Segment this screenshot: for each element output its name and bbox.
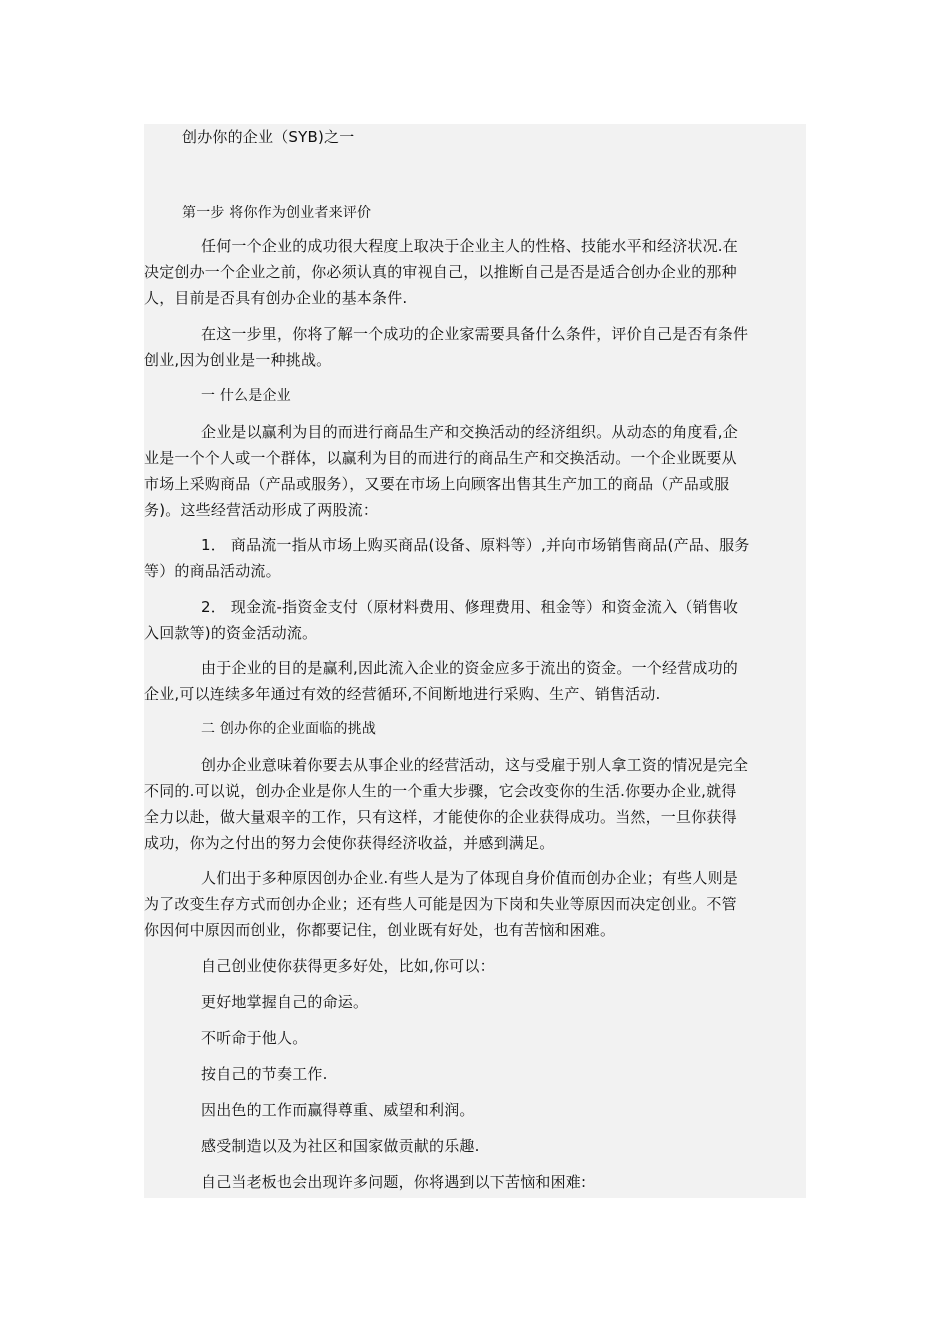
paragraph-line: 企业,可以连续多年通过有效的经营循环,不间断地进行采购、生产、销售活动.	[144, 685, 661, 703]
paragraph-line: 人们出于多种原因创办企业.有些人是为了体现自身价值而创办企业；有些人则是	[201, 869, 738, 887]
benefit-item: 不听命于他人。	[201, 1029, 308, 1047]
document-title: 创办你的企业（SYB)之一	[182, 128, 355, 146]
paragraph-line: 为了改变生存方式而创办企业；还有些人可能是因为下岗和失业等原因而决定创业。不管	[144, 895, 737, 913]
benefit-item: 因出色的工作而赢得尊重、威望和利润。	[201, 1101, 475, 1119]
paragraph-line: 在这一步里，你将了解一个成功的企业家需要具备什么条件，评价自己是否有条件	[201, 325, 749, 343]
list-item: 1． 商品流一指从市场上购买商品(设备、原料等）,并向市场销售商品(产品、服务	[201, 536, 750, 554]
paragraph-line: 人，目前是否具有创办企业的基本条件.	[144, 289, 408, 307]
paragraph-line: 创业,因为创业是一种挑战。	[144, 351, 332, 369]
paragraph-line: 你因何中原因而创业，你都要记住，创业既有好处，也有苦恼和困难。	[144, 921, 616, 939]
benefit-item: 更好地掌握自己的命运。	[201, 993, 369, 1011]
list-item: 入回款等)的资金活动流。	[144, 624, 318, 642]
paragraph-line: 成功，你为之付出的努力会使你获得经济收益，并感到满足。	[144, 834, 555, 852]
paragraph-line: 任何一个企业的成功很大程度上取决于企业主人的性格、技能水平和经济状况.在	[201, 237, 738, 255]
paragraph-line: 务)。这些经营活动形成了两股流：	[144, 501, 379, 519]
paragraph-line: 市场上采购商品（产品或服务），又要在市场上向顾客出售其生产加工的商品（产品或服	[144, 475, 730, 493]
paragraph-line: 自己创业使你获得更多好处，比如,你可以：	[201, 957, 495, 975]
paragraph-line: 由于企业的目的是赢利,因此流入企业的资金应多于流出的资金。一个经营成功的	[201, 659, 738, 677]
paragraph-line: 业是一个个人或一个群体，以赢利为目的而进行的商品生产和交换活动。一个企业既要从	[144, 449, 737, 467]
section-heading: 一 什么是企业	[201, 388, 291, 404]
paragraph-line: 企业是以赢利为目的而进行商品生产和交换活动的经济组织。从动态的角度看,企	[201, 423, 738, 441]
benefit-item: 按自己的节奏工作.	[201, 1065, 328, 1083]
paragraph-line: 全力以赴，做大量艰辛的工作，只有这样，才能使你的企业获得成功。当然，一旦你获得	[144, 808, 737, 826]
section-heading: 二 创办你的企业面临的挑战	[201, 721, 377, 737]
step-heading: 第一步 将你作为创业者来评价	[182, 205, 372, 221]
benefit-item: 感受制造以及为社区和国家做贡献的乐趣.	[201, 1137, 480, 1155]
list-item: 等）的商品活动流。	[144, 562, 281, 580]
list-item: 2． 现金流-指资金支付（原材料费用、修理费用、租金等）和资金流入（销售收	[201, 598, 739, 616]
paragraph-line: 决定创办一个企业之前，你必须认真的审视自己，以推断自己是否是适合创办企业的那种	[144, 263, 737, 281]
paragraph-line: 创办企业意味着你要去从事企业的经营活动，这与受雇于别人拿工资的情况是完全	[201, 756, 749, 774]
paragraph-line: 不同的.可以说，创办企业是你人生的一个重大步骤，它会改变你的生活.你要办企业,就得	[144, 782, 737, 800]
paragraph-line: 自己当老板也会出现许多问题，你将遇到以下苦恼和困难:	[201, 1173, 587, 1191]
